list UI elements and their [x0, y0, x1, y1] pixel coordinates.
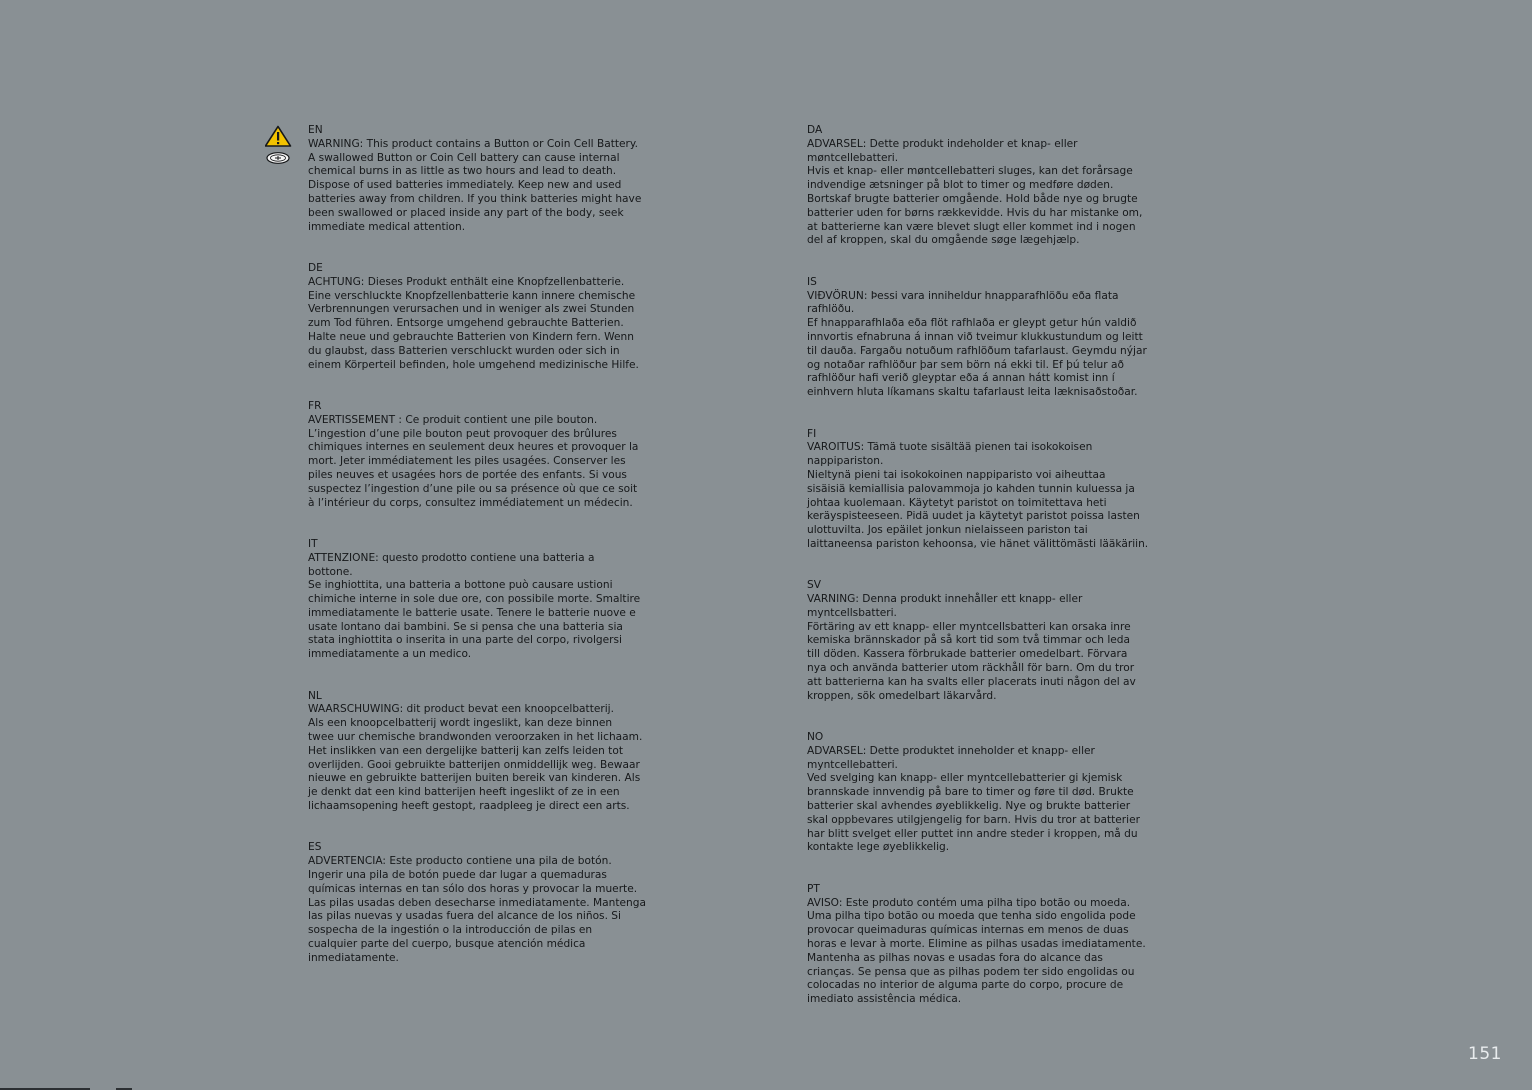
- warning-text-line: har blitt svelget eller puttet inn andre steder i kroppen, må du: [807, 827, 1138, 840]
- warning-section-es: [308, 841, 686, 965]
- warning-text-line: møntcellebatteri.: [807, 151, 899, 164]
- warning-text-line: immediatamente a un medico.: [308, 648, 472, 661]
- language-code: FR: [308, 399, 322, 412]
- language-code: SV: [807, 579, 821, 592]
- warning-text-line: einem Körperteil befinden, hole umgehend medizinische Hilfe.: [308, 358, 639, 371]
- warning-section-fr: [308, 400, 686, 510]
- warning-text-line: sospecha de la ingestión o la introducción de pilas en: [308, 924, 593, 937]
- warning-text-line: keräyspisteeseen. Pidä uudet ja käytetyt paristot poissa lasten: [807, 510, 1140, 523]
- warning-text-line: skal oppbevares utilgjengelig for barn. Hvis du tror at batterier: [807, 813, 1140, 826]
- warning-text-line: inmediatamente.: [308, 951, 399, 964]
- warning-text-line: VIÐVÖRUN: Þessi vara inniheldur hnapparafhlöðu eða flata: [807, 289, 1119, 302]
- warning-text-line: Eine verschluckte Knopfzellenbatterie kann innere chemische: [308, 289, 636, 302]
- warning-text-line: Nieltynä pieni tai isokokoinen nappiparisto voi aiheuttaa: [807, 468, 1106, 481]
- warning-text-line: till döden. Kassera förbrukade batterier omedelbart. Förvara: [807, 648, 1128, 661]
- warning-text-line: rafhlöður hafi verið gleyptar eða á annan hátt komist inn í: [807, 372, 1115, 385]
- warning-text-line: chimiche interne in sole due ore, con possibile morte. Smaltire: [308, 593, 641, 606]
- warning-text-line: VARNING: Denna produkt innehåller ett knapp- eller: [807, 593, 1083, 606]
- warning-text-line: Mantenha as pilhas novas e usadas fora do alcance das: [807, 951, 1103, 964]
- warning-text-line: ADVARSEL: Dette produkt indeholder et knap- eller: [807, 137, 1078, 150]
- language-code: DE: [308, 261, 323, 274]
- warning-section-de: [308, 262, 686, 372]
- warning-text-line: provocar queimaduras químicas internas em menos de duas: [807, 924, 1129, 937]
- warning-text-line: Dispose of used batteries immediately. Keep new and used: [308, 179, 622, 192]
- warning-text-line: einhvern hluta líkamans skaltu tafarlaust leita læknisaðstoðar.: [807, 386, 1138, 399]
- language-code: IS: [807, 275, 817, 288]
- warning-text-line: horas e levar à morte. Elimine as pilhas usadas imediatamente.: [807, 938, 1146, 951]
- warning-text-line: Het inslikken van een dergelijke batterij kan zelfs leiden tot: [308, 744, 623, 757]
- warning-text-line: suspectez l’ingestion d’une pile ou sa présence où que ce soit: [308, 482, 638, 495]
- warning-text-line: à l’intérieur du corps, consultez immédiatement un médecin.: [308, 496, 633, 509]
- warning-text-line: crianças. Se pensa que as pilhas podem ter sido engolidas ou: [807, 965, 1135, 978]
- coin-cell-battery-icon: [267, 153, 289, 164]
- warning-text-line: colocadas no interior de alguma parte do corpo, procure de: [807, 979, 1124, 992]
- warning-text-line: Halte neue und gebrauchte Batterien von Kindern fern. Wenn: [308, 330, 634, 343]
- warning-text-line: batterier skal avhendes øyeblikkelig. Nye og brukte batterier: [807, 800, 1131, 813]
- warning-section-pt: [807, 883, 1185, 1007]
- warning-text-line: ulottuvilta. Jos epäilet jonkun nielaisseen pariston tai: [807, 524, 1088, 537]
- warning-text-line: johtaa kuolemaan. Käytetyt paristot on toimitettava heti: [807, 496, 1107, 509]
- warning-text-line: je denkt dat een kind batterijen heeft ingeslikt of ze in een: [308, 786, 620, 799]
- language-code: PT: [807, 882, 820, 895]
- warning-text-line: indvendige ætsninger på blot to timer og medføre døden.: [807, 179, 1114, 192]
- warning-text-line: mort. Jeter immédiatement les piles usagées. Conserver les: [308, 455, 626, 468]
- warning-text-line: Uma pilha tipo botão ou moeda que tenha sido engolida pode: [807, 910, 1136, 923]
- warning-text-line: AVERTISSEMENT : Ce produit contient une pile bouton.: [308, 413, 598, 426]
- warning-section-is: [807, 276, 1185, 400]
- warning-text-line: immediate medical attention.: [308, 220, 466, 233]
- warning-section-fi: [807, 428, 1185, 552]
- warning-text-line: immediatamente le batterie usate. Tenere le batterie nuove e: [308, 606, 636, 619]
- warning-text-line: batterier uden for børns rækkevidde. Hvis du har mistanke om,: [807, 206, 1143, 219]
- warning-text-line: laittaneensa pariston kehoonsa, vie hänet välittömästi lääkäriin.: [807, 537, 1149, 550]
- warning-icons: [265, 125, 293, 167]
- warning-text-line: overlijden. Gooi gebruikte batterijen onmiddellijk weg. Bewaar: [308, 758, 640, 771]
- warning-text-line: Verbrennungen verursachen und in weniger als zwei Stunden: [308, 303, 635, 316]
- warning-text-line: myntcellebatteri.: [807, 758, 898, 771]
- warning-text-line: Ved svelging kan knapp- eller myntcellebatterier gi kjemisk: [807, 772, 1123, 785]
- warning-text-line: Hvis et knap- eller møntcellebatteri sluges, kan det forårsage: [807, 165, 1133, 178]
- warning-text-line: brannskade innvendig på bare to timer og føre til død. Brukte: [807, 786, 1134, 799]
- warning-column-right: [807, 124, 1185, 1035]
- warning-text-line: piles neuves et usagées hors de portée des enfants. Si vous: [308, 468, 627, 481]
- warning-section-no: [807, 731, 1185, 855]
- warning-text-line: ADVARSEL: Dette produktet inneholder et knapp- eller: [807, 744, 1095, 757]
- warning-text-line: myntcellsbatteri.: [807, 606, 897, 619]
- language-code: IT: [308, 537, 318, 550]
- warning-text-line: WAARSCHUWING: dit product bevat een knoopcelbatterij.: [308, 703, 614, 716]
- warning-triangle-icon: [265, 125, 293, 167]
- warning-text-line: og notaðar rafhlöður þar sem börn ná ekki til. Ef þú telur að: [807, 358, 1124, 371]
- warning-text-line: nya och använda batterier utom räckhåll för barn. Om du tror: [807, 662, 1135, 675]
- warning-text-line: twee uur chemische brandwonden veroorzaken in het lichaam.: [308, 731, 643, 744]
- warning-section-nl: [308, 690, 686, 814]
- warning-text-line: Förtäring av ett knapp- eller myntcellsbatteri kan orsaka inre: [807, 620, 1131, 633]
- warning-text-line: Bortskaf brugte batterier omgående. Hold både nye og brugte: [807, 192, 1138, 205]
- warning-text-line: chimiques internes en seulement deux heures et provoquer la: [308, 441, 639, 454]
- language-code: ES: [308, 841, 322, 854]
- language-code: NL: [308, 689, 322, 702]
- warning-text-line: lichaamsopening heeft gestopt, raadpleeg je direct een arts.: [308, 800, 630, 813]
- warning-section-da: [807, 124, 1185, 248]
- warning-text-line: kontakte lege øyeblikkelig.: [807, 841, 950, 854]
- warning-text-line: innvortis efnabruna á innan við tveimur klukkustundum og leitt: [807, 330, 1143, 343]
- warning-text-line: been swallowed or placed inside any part of the body, seek: [308, 206, 624, 219]
- warning-text-line: kemiska brännskador på så kort tid som två timmar och leda: [807, 634, 1131, 647]
- warning-section-en: [308, 124, 686, 234]
- language-code: EN: [308, 124, 323, 136]
- warning-section-it: [308, 538, 686, 662]
- language-code: FI: [807, 427, 817, 440]
- warning-text-line: cualquier parte del cuerpo, busque atención médica: [308, 938, 586, 951]
- warning-text-line: Se inghiottita, una batteria a bottone può causare ustioni: [308, 579, 613, 592]
- warning-text-line: Als een knoopcelbatterij wordt ingeslikt, kan deze binnen: [308, 717, 613, 730]
- warning-text-line: stata inghiottita o inserita in una parte del corpo, rivolgersi: [308, 634, 622, 647]
- language-code: DA: [807, 124, 823, 136]
- warning-text-line: batteries away from children. If you think batteries might have: [308, 192, 642, 205]
- warning-text-line: AVISO: Este produto contém uma pilha tipo botão ou moeda.: [807, 896, 1131, 909]
- language-code: NO: [807, 731, 824, 744]
- warning-text-line: Las pilas usadas deben desecharse inmediatamente. Mantenga: [308, 896, 646, 909]
- warning-text-line: til dauða. Fargaðu notuðum rafhlöðum tafarlaust. Geymdu nýjar: [807, 344, 1147, 357]
- warning-column-left: [308, 124, 686, 993]
- warning-text-line: Ingerir una pila de botón puede dar lugar a quemaduras: [308, 869, 607, 882]
- warning-text-line: VAROITUS: Tämä tuote sisältää pienen tai isokokoisen: [807, 441, 1093, 454]
- warning-text-line: Ef hnapparafhlaða eða flöt rafhlaða er gleypt getur hún valdið: [807, 317, 1137, 330]
- warning-text-line: del af kroppen, skal du omgående søge lægehjælp.: [807, 234, 1080, 247]
- warning-text-line: rafhlöðu.: [807, 303, 855, 316]
- warning-text-line: nappipariston.: [807, 455, 884, 468]
- warning-text-line: imediato assistência médica.: [807, 993, 962, 1006]
- warning-text-line: sisäisiä kemiallisia palovammoja jo kahden tunnin kuluessa ja: [807, 482, 1135, 495]
- warning-text-line: chemical burns in as little as two hours and lead to death.: [308, 165, 617, 178]
- warning-text-line: WARNING: This product contains a Button or Coin Cell Battery.: [308, 137, 639, 150]
- warning-text-line: at batterierne kan være blevet slugt eller kommet ind i nogen: [807, 220, 1136, 233]
- warning-section-sv: [807, 579, 1185, 703]
- warning-text-line: L’ingestion d’une pile bouton peut provoquer des brûlures: [308, 427, 617, 440]
- warning-text-line: usate lontano dai bambini. Se si pensa che una batteria sia: [308, 620, 623, 633]
- warning-text-line: nieuwe en gebruikte batterijen buiten bereik van kinderen. Als: [308, 772, 641, 785]
- warning-text-line: químicas internas en tan sólo dos horas y provocar la muerte.: [308, 882, 638, 895]
- warning-text-line: las pilas nuevas y usadas fuera del alcance de los niños. Si: [308, 910, 621, 923]
- warning-text-line: ATTENZIONE: questo prodotto contiene una batteria a: [308, 551, 595, 564]
- warning-text-line: zum Tod führen. Entsorge umgehend gebrauchte Batterien.: [308, 317, 624, 330]
- warning-text-line: ADVERTENCIA: Este producto contiene una pila de botón.: [308, 855, 612, 868]
- warning-text-line: bottone.: [308, 565, 353, 578]
- warning-text-line: A swallowed Button or Coin Cell battery can cause internal: [308, 151, 620, 164]
- warning-text-line: du glaubst, dass Batterien verschluckt wurden oder sich in: [308, 344, 620, 357]
- warning-text-line: att batterierna kan ha svalts eller placerats inuti någon del av: [807, 675, 1136, 688]
- page-number: 151: [1468, 1044, 1502, 1064]
- warning-text-line: kroppen, sök omedelbart läkarvård.: [807, 689, 997, 702]
- warning-text-line: ACHTUNG: Dieses Produkt enthält eine Knopfzellenbatterie.: [308, 275, 625, 288]
